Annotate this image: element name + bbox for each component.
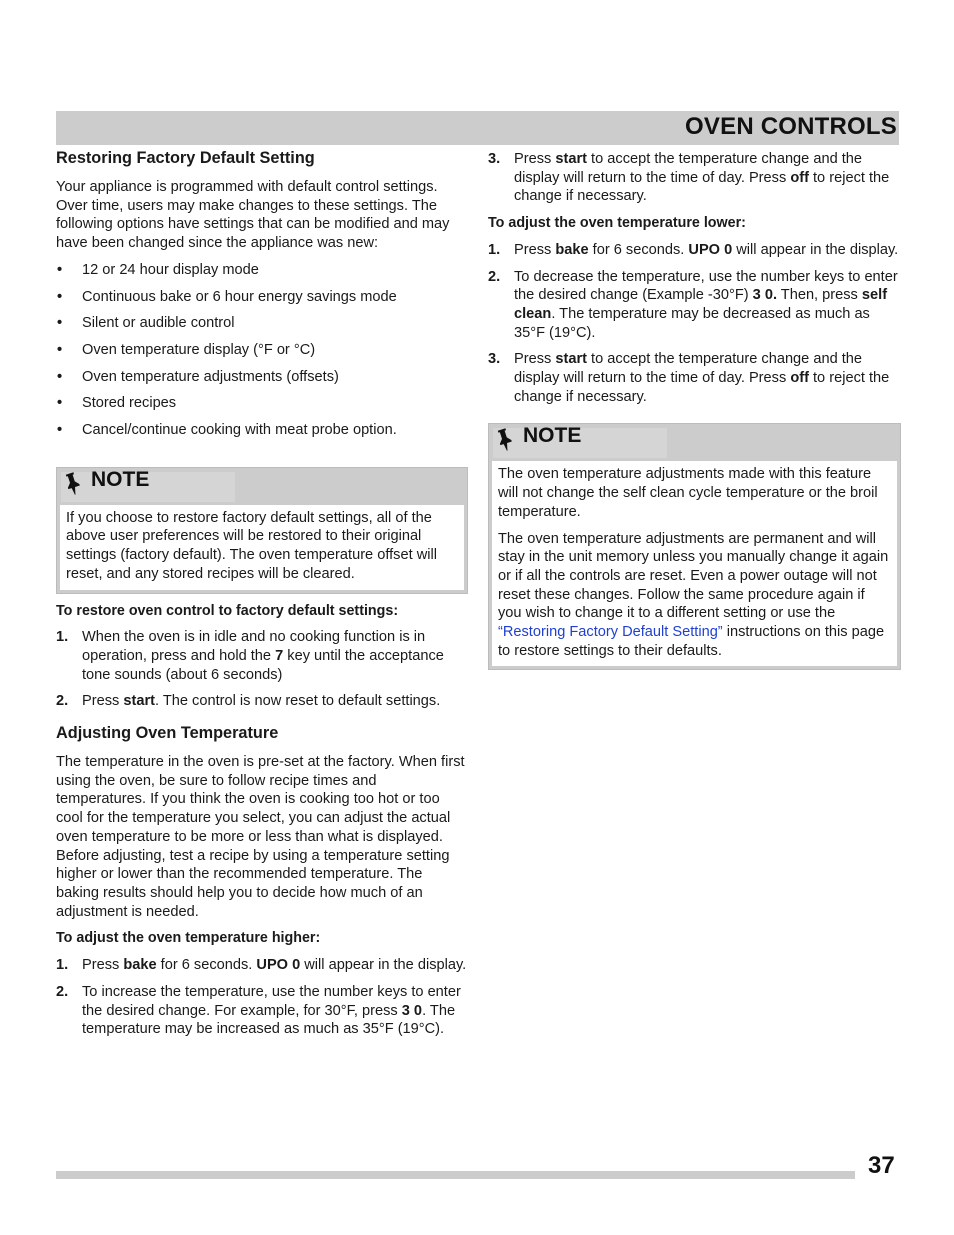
note-header <box>57 468 467 505</box>
list-item: 2. Press start. The control is now reset to default settings. <box>56 693 441 710</box>
note-title: NOTE <box>91 467 150 491</box>
higher-subhead: To adjust the oven temperature higher: <box>56 930 321 947</box>
list-item: 2. To decrease the temperature, use the number keys to enter the desired change (Example -30°F) 3 0. Then, press self clean. The temperature may be decreased as much as 35°F (19°C). <box>488 268 898 341</box>
right-column <box>488 148 900 670</box>
note-title: NOTE <box>523 424 582 448</box>
lower-subhead: To adjust the oven temperature lower: <box>488 215 746 232</box>
section-title: OVEN CONTROLS <box>685 113 897 140</box>
adjust-intro: The temperature in the oven is pre-set at the factory. When first using the oven, be sure to follow recipe times and temperatures. If you think the oven is cooking too hot or too cool for the temperature you select, you can adjust the actual oven temperature to be more or less than what is displayed. Before adjusting, test a recipe by using a temperature setting higher or lower than the recommended temperature. The baking results should help you to decide how much of an adjustment is needed. <box>56 754 465 920</box>
list-item: 1. Press bake for 6 seconds. UPO 0 will appear in the display. <box>488 241 899 258</box>
list-item: • Cancel/continue cooking with meat probe option. <box>56 421 468 440</box>
restore-intro: Your appliance is programmed with default control settings. Over time, users may make changes to these settings. The following options have settings that can be modified and may have been changed since the appliance was new: <box>56 179 450 252</box>
list-item: 1. Press bake for 6 seconds. UPO 0 will appear in the display. <box>56 957 467 974</box>
restore-heading: Restoring Factory Default Setting <box>56 149 315 167</box>
restore-defaults-link[interactable]: “Restoring Factory Default Setting” <box>498 624 723 641</box>
note-text: The oven temperature adjustments are permanent and will stay in the unit memory unless you manually change it again or if all the controls are reset. Even a power outage will not reset these changes. Follow the same procedure again if you wish to change it to a different setting or use the “Restoring Factory Default Setting” instructions on this page to restore settings to their defaults. <box>498 530 889 659</box>
left-column <box>56 148 468 1047</box>
note-header <box>489 424 900 461</box>
lower-steps <box>488 241 900 407</box>
list-item: • Oven temperature adjustments (offsets) <box>56 368 468 387</box>
note-text: The oven temperature adjustments made with this feature will not change the self clean cycle temperature or the broil temperature. <box>498 466 878 520</box>
header-bar <box>56 111 899 145</box>
list-item: • Oven temperature display (°F or °C) <box>56 341 468 360</box>
page-number: 37 <box>868 1152 895 1179</box>
list-item: • Continuous bake or 6 hour energy savings mode <box>56 288 468 307</box>
note-body <box>57 505 467 593</box>
list-item: 3. Press start to accept the temperature change and the display will return to the time of day. Press off to reject the change if necessary. <box>488 351 890 405</box>
pushpin-icon <box>496 428 516 452</box>
list-item: • 12 or 24 hour display mode <box>56 261 468 280</box>
higher-steps <box>56 956 468 1039</box>
list-item: • Stored recipes <box>56 394 468 413</box>
restore-steps <box>56 628 468 711</box>
list-item: 3. Press start to accept the temperature change and the display will return to the time of day. Press off to reject the change if necessary. <box>488 151 890 205</box>
higher-steps-continued <box>488 150 900 206</box>
note-box-restore <box>56 467 468 594</box>
list-item: • Silent or audible control <box>56 314 468 333</box>
footer-bar <box>56 1171 855 1179</box>
list-item: 2. To increase the temperature, use the number keys to enter the desired change. For example, for 30°F, press 3 0. The temperature may be increased as much as 35°F (19°C). <box>56 983 461 1038</box>
pushpin-icon <box>64 472 84 496</box>
note-text: If you choose to restore factory default settings, all of the above user preferences will be restored to their original settings (factory default). The oven temperature offset will reset, and any stored recipes will be cleared. <box>66 509 437 582</box>
adjust-heading: Adjusting Oven Temperature <box>56 724 279 743</box>
note-body <box>489 461 900 669</box>
restore-subhead: To restore oven control to factory default settings: <box>56 602 399 619</box>
note-box-adjust <box>488 423 901 670</box>
list-item: 1. When the oven is in idle and no cooking function is in operation, press and hold the 7 key until the acceptance tone sounds (about 6 seconds) <box>56 629 444 683</box>
settings-list <box>56 261 468 440</box>
